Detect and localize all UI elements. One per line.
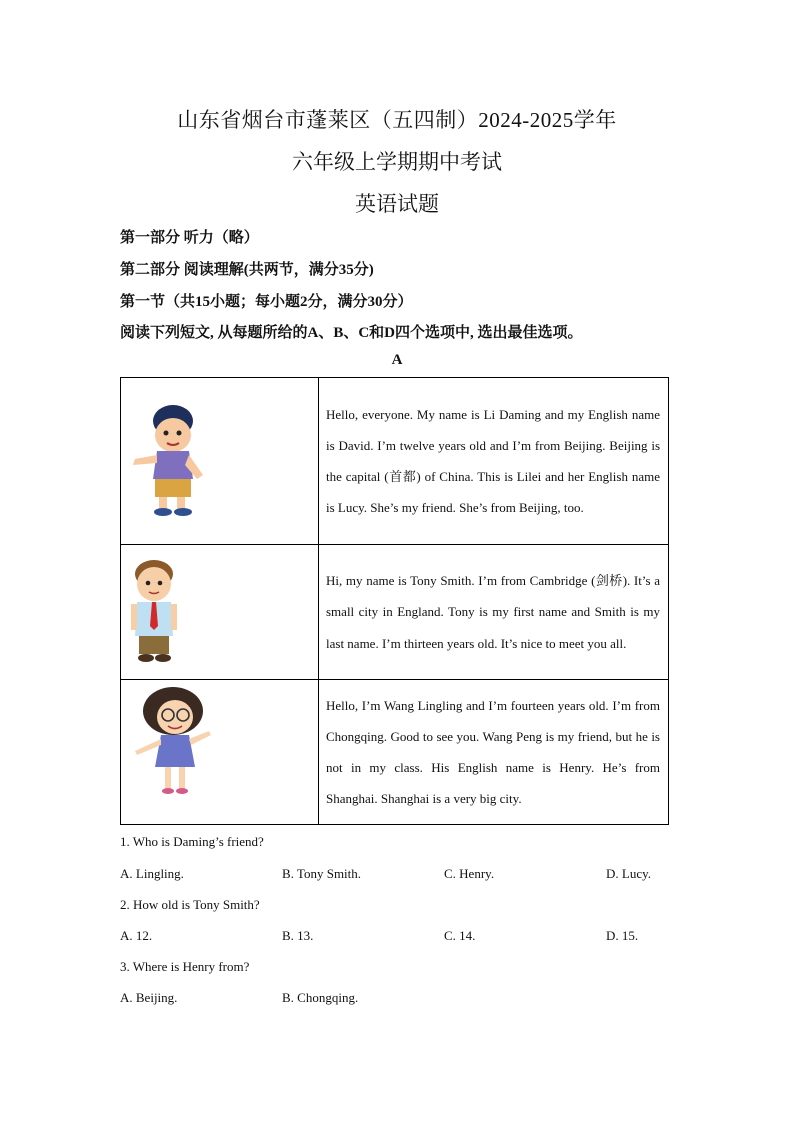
question-option: A. 12. <box>120 928 153 943</box>
passage-row <box>121 378 669 545</box>
question-stem: 1. Who is Daming’s friend? <box>120 834 264 849</box>
passage-text: Hello, everyone. My name is Li Daming and my English name is David. I’m twelve years old and I’m from Beijing. Beijing is the capital (首都) of China. This is Lilei and her English name is Lucy. She’s my friend. She’s from Beijing, too. <box>319 378 669 545</box>
cartoon-boy-pointing-icon <box>121 379 318 544</box>
passage-label: A <box>391 352 403 368</box>
part1-heading: 第一部分 听力（略） <box>120 230 259 246</box>
reading-table <box>120 377 669 825</box>
passage-row <box>121 680 669 825</box>
exam-title-grade: 六年级上学期期中考试 <box>292 150 502 174</box>
question-stem: 3. Where is Henry from? <box>120 959 250 974</box>
section1-heading: 第一节（共15小题；每小题2分，满分30分） <box>120 294 413 310</box>
passage-row <box>121 545 669 680</box>
passage-text: Hi, my name is Tony Smith. I’m from Cambridge (剑桥). It’s a small city in England. Tony is my first name and Smith is my last name. I’m thirteen years old. It’s nice to meet you all. <box>319 545 669 680</box>
passage-image-cell <box>121 378 319 545</box>
passage-image-cell <box>121 545 319 680</box>
question-option: B. Tony Smith. <box>282 866 362 881</box>
question-option: D. Lucy. <box>606 866 652 881</box>
part2-heading: 第二部分 阅读理解(共两节，满分35分) <box>120 262 374 278</box>
question-option: A. Beijing. <box>120 990 178 1005</box>
passage-image-cell <box>121 680 319 825</box>
instruction-text: 阅读下列短文, 从每题所给的A、B、C和D四个选项中, 选出最佳选项。 <box>120 325 583 341</box>
passage-text: Hello, I’m Wang Lingling and I’m fourteen years old. I’m from Chongqing. Good to see you. Wang Peng is my friend, but he is not in my class. His English name is Henry. He’s from Shanghai. Shanghai is a very big city. <box>319 680 669 825</box>
cartoon-girl-glasses-icon <box>121 681 318 824</box>
question-option: C. Henry. <box>444 866 495 881</box>
question-option: B. Chongqing. <box>282 990 359 1005</box>
exam-title-region: 山东省烟台市蓬莱区（五四制）2024-2025学年 <box>177 108 617 132</box>
question-option: A. Lingling. <box>120 866 184 881</box>
exam-title-subject: 英语试题 <box>355 192 439 216</box>
question-option: C. 14. <box>444 928 476 943</box>
cartoon-boy-tie-icon <box>121 546 318 679</box>
question-option: D. 15. <box>606 928 639 943</box>
question-stem: 2. How old is Tony Smith? <box>120 897 260 912</box>
question-option: B. 13. <box>282 928 314 943</box>
